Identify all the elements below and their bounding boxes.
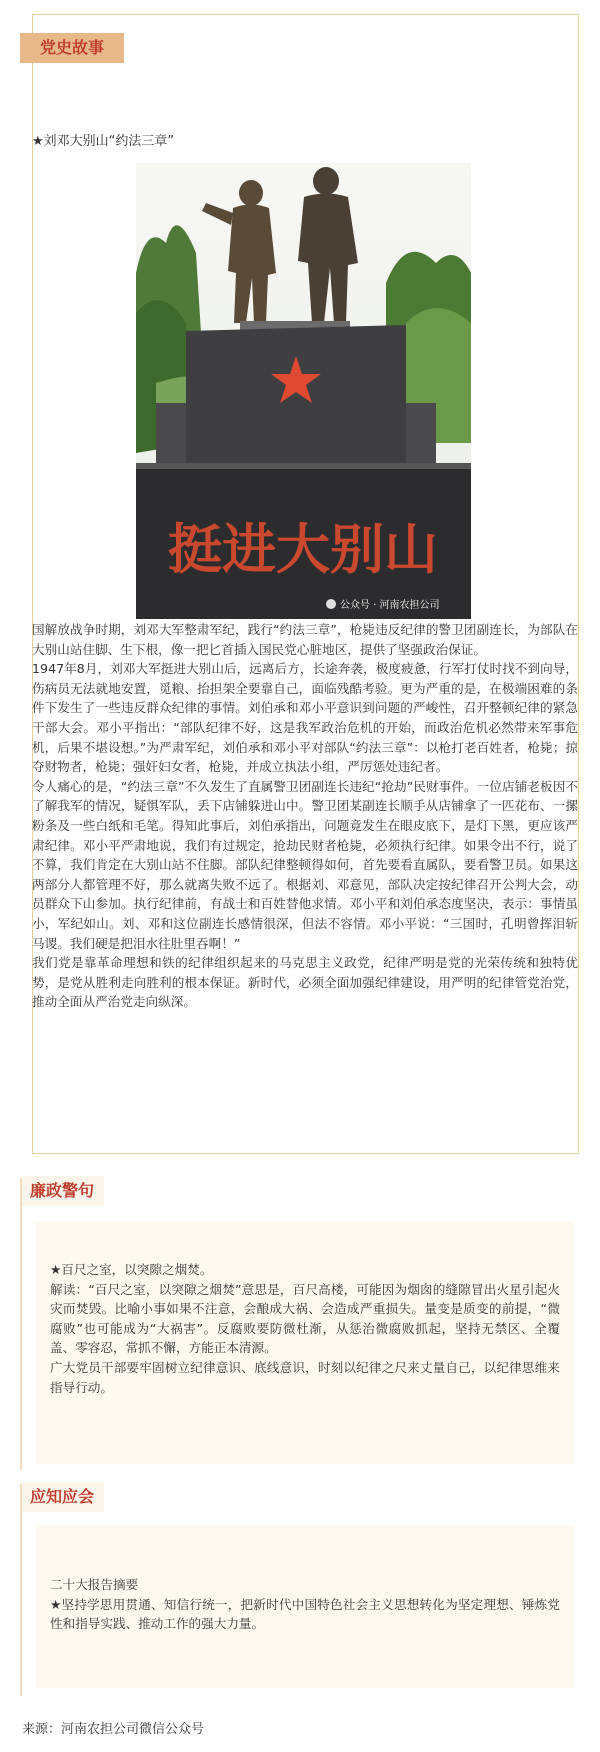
story-paragraph: 令人痛心的是，“约法三章”不久发生了直属警卫团副连长违纪“抢劫”民财事件。一位店铺老板因不了解我军的情况，疑惧军队，丢下店铺躲进山中。警卫团某副连长顺手从店铺拿了一匹花布、一摞粉条及一些白纸和毛笔。得知此事后，刘伯承指出，问题竟发生在眼皮底下，是灯下黑，更应该严肃纪律。邓小平严肃地说，我们有过规定，抢劫民财者枪毙，必须执行纪律。如果令出不行，说了不算，我们肯定在大别山站不住脚。部队纪律整顿得如何，首先要看直属队，要看警卫员。如果这两部分人都管理不好，那么就离失败不远了。根据刘、邓意见，部队决定按纪律召开公判大会，动员群众下山参加。执行纪律前，有战士和百姓替他求情。邓小平和刘伯承态度坚决，表示：事情虽小，军纪如山。刘、邓和这位副连长感情很深，但法不容情。邓小平说：“三国时，孔明曾挥泪斩马谡。我们硬是把泪水往肚里吞啊！” [32, 778, 578, 951]
section-rule [20, 1484, 22, 1696]
should-know-paragraph: ★坚持学思用贯通、知信行统一，把新时代中国特色社会主义思想转化为坚定理想、锤炼党性和指导实践、推动工作的强大力量。 [50, 1596, 560, 1632]
watermark [326, 598, 440, 611]
story-paragraph: 我们党是靠革命理想和铁的纪律组织起来的马克思主义政党，纪律严明是党的光荣传统和独特优势，是党从胜利走向胜利的根本保证。新时代，必须全面加强纪律建设，用严明的纪律管党治党，推动全面从严治党走向纵深。 [32, 955, 578, 1010]
story-paragraph: 国解放战争时期，刘邓大军整肃军纪，践行“约法三章”，枪毙违反纪律的警卫团副连长，为部队在大别山站住脚、生下根，像一把匕首插入国民党心脏地区，提供了坚强政治保证。 [32, 622, 578, 657]
should-know-paragraph: 二十大报告摘要 [50, 1577, 139, 1592]
section-tag-integrity: 廉政警句 [22, 1176, 104, 1206]
watermark-text: 公众号 · 河南农担公司 [340, 600, 440, 611]
integrity-paragraph: 解读：“百尺之室，以突隙之烟焚”意思是，百尺高楼，可能因为烟囱的缝隙冒出火星引起火灾而焚毁。比喻小事如果不注意，会酿成大祸、会造成严重损失。量变是质变的前提，“微腐败”也可能成为“大祸害”。反腐败要防微杜渐，从惩治微腐败抓起，坚持无禁区、全覆盖、零容忍，常抓不懈，方能正本清源。 [50, 1281, 560, 1356]
integrity-paragraph: 广大党员干部要牢固树立纪律意识、底线意识，时刻以纪律之尺来丈量自己，以纪律思维来指导行动。 [50, 1359, 560, 1395]
source-text: 来源：河南农担公司微信公众号 [22, 1722, 205, 1737]
should-know-card [36, 1525, 574, 1688]
statue-photo [136, 163, 471, 619]
story-body [32, 620, 578, 1012]
integrity-card [36, 1222, 574, 1464]
section-tag-should-know: 应知应会 [22, 1482, 104, 1512]
section-rule [20, 1178, 22, 1470]
integrity-paragraph: ★百尺之室，以突隙之烟焚。 [50, 1262, 213, 1277]
story-title: ★刘邓大别山“约法三章” [32, 134, 175, 149]
inscription-text: 挺进大别山 [168, 517, 438, 581]
section-tag-party-history: 党史故事 [20, 33, 124, 63]
story-paragraph: 1947年8月，刘邓大军挺进大别山后，远离后方，长途奔袭，极度疲惫，行军打仗时找不到向导，伤病员无法就地安置，觅粮、抬担架全要靠自己，面临残酷考验。更为严重的是，在极端困难的条件下发生了一些违反群众纪律的事情。刘伯承和邓小平意识到问题的严峻性，召开整顿纪律的紧急干部大会。邓小平指出：“部队纪律不好，这是我军政治危机的开始，而政治危机必然带来军事危机，后果不堪设想。”为严肃军纪，刘伯承和邓小平对部队“约法三章”：以枪打老百姓者，枪毙；掠夺财物者，枪毙；强奸妇女者，枪毙，并成立执法小组，严厉惩处违纪者。 [32, 661, 578, 775]
